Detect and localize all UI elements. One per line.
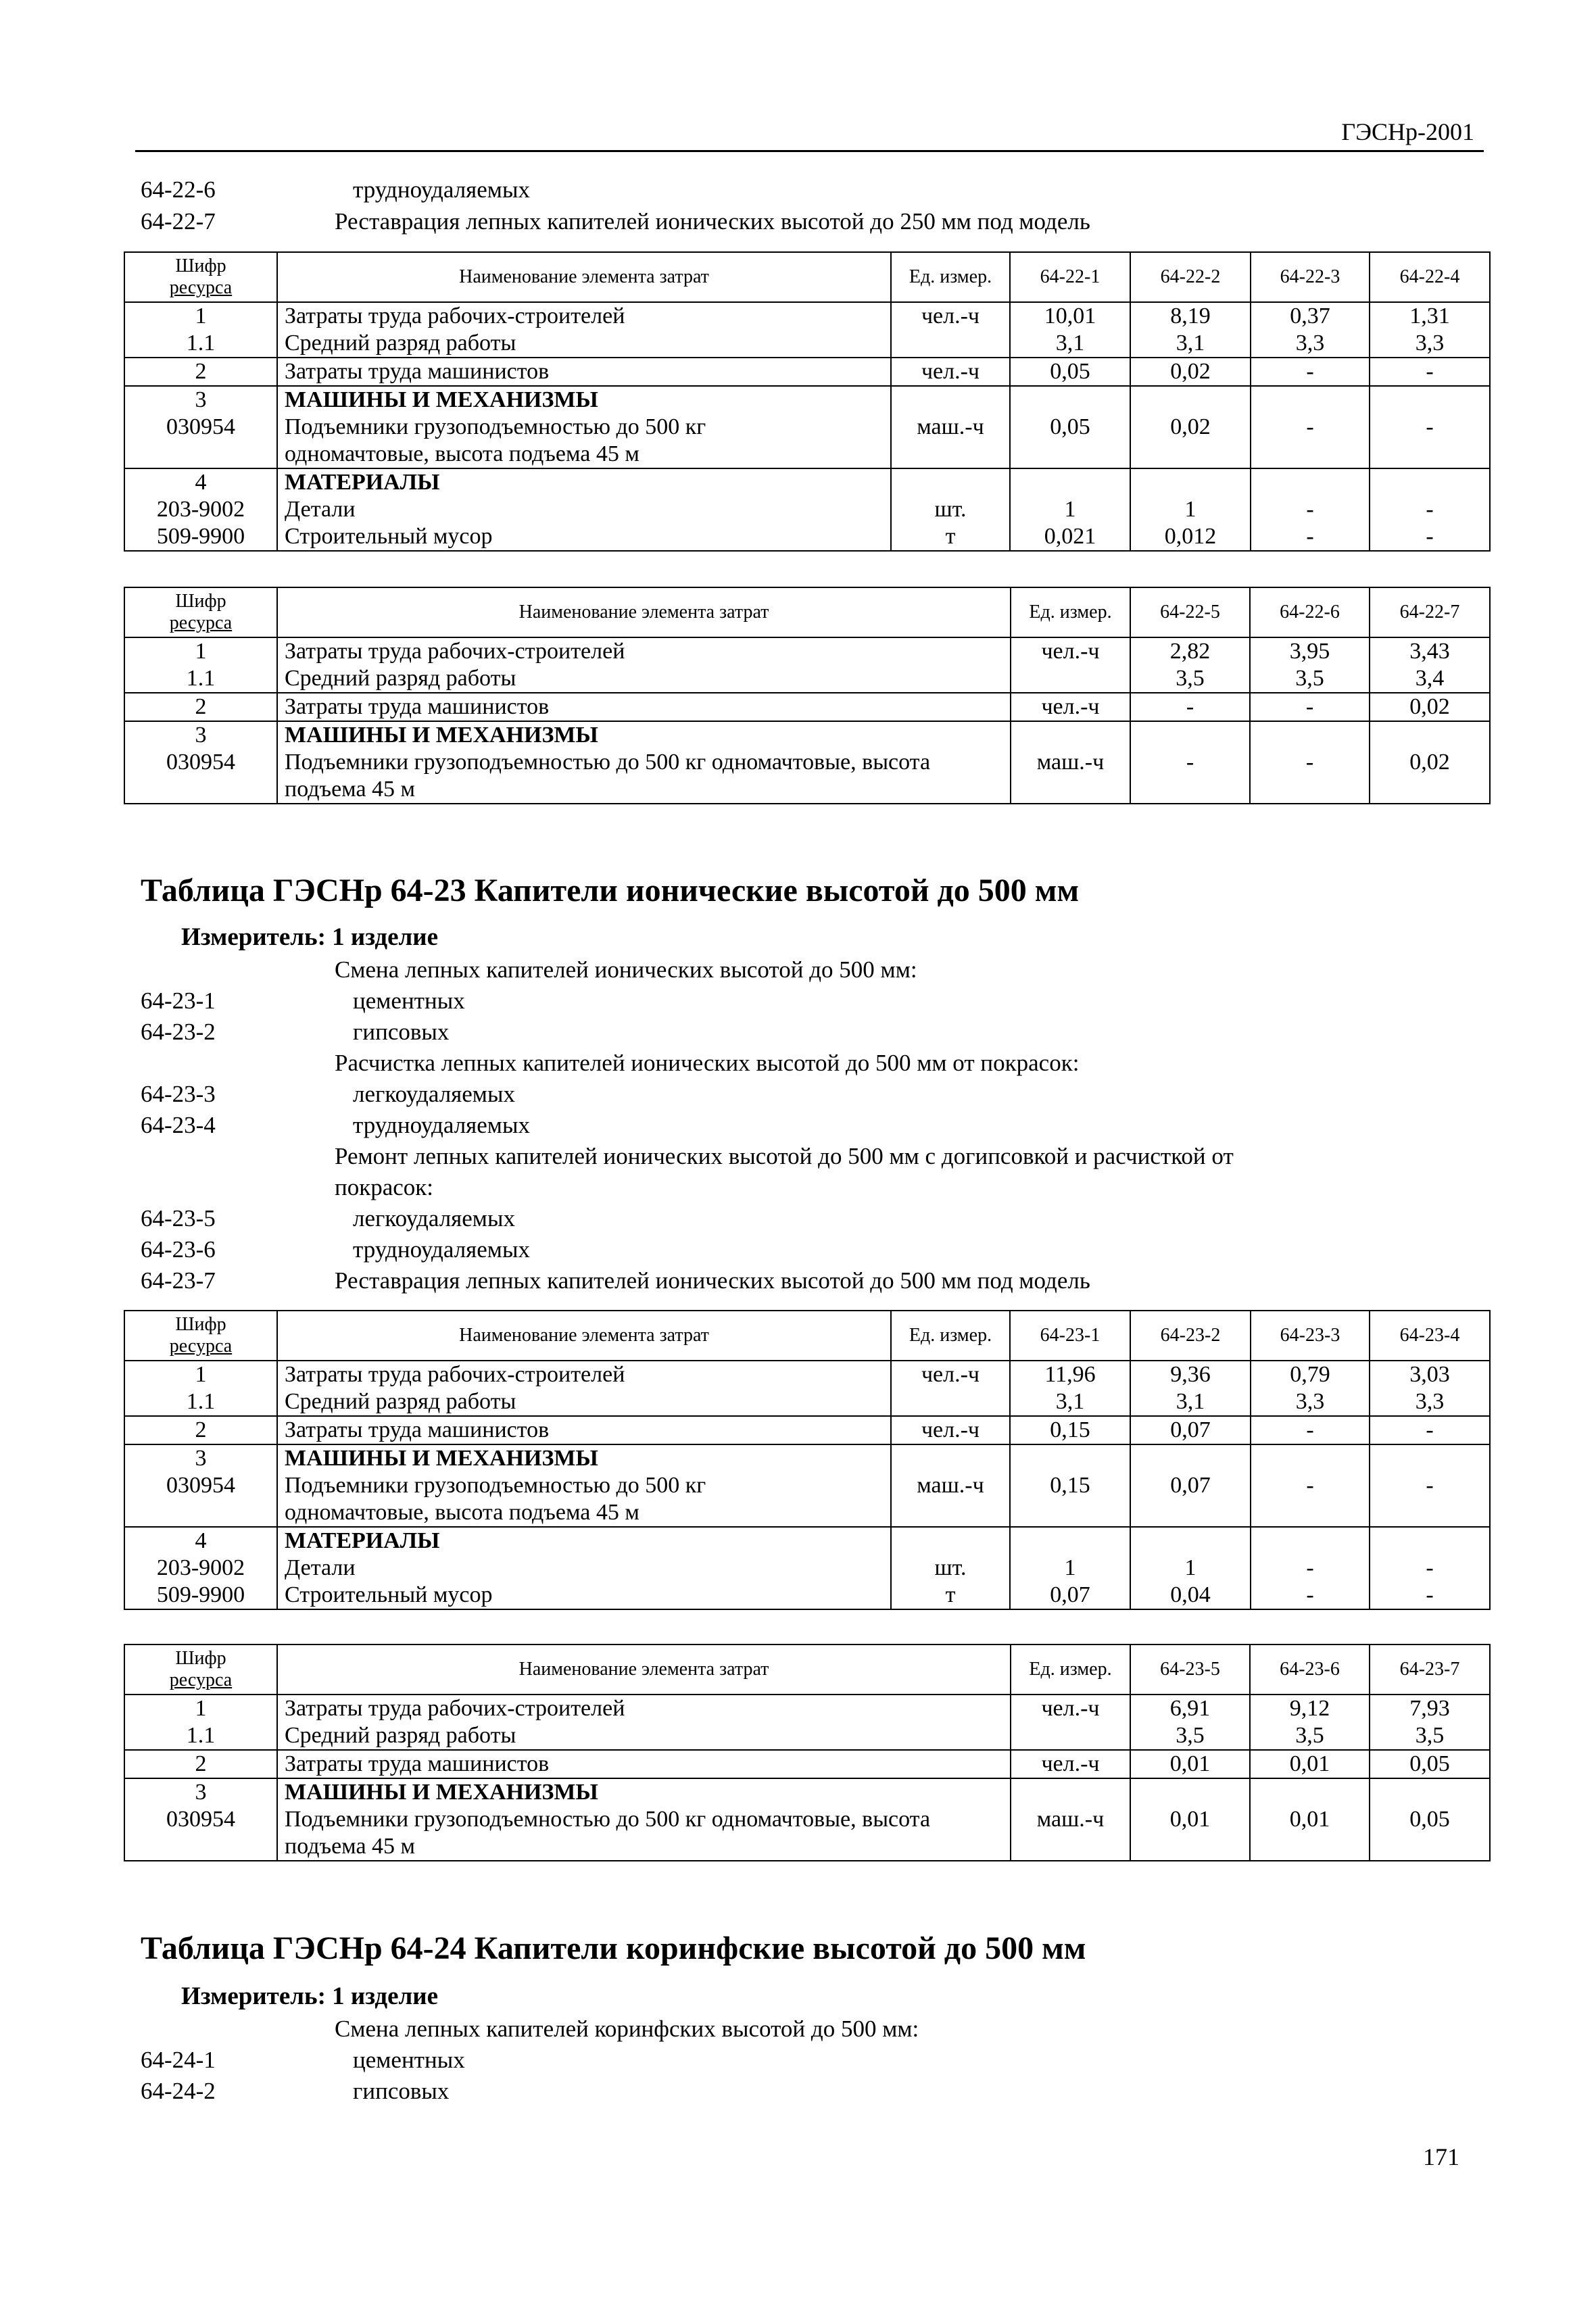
value-cell: 0,01 [1130, 1750, 1250, 1778]
value-cell: 0,05 [1010, 386, 1130, 468]
def-code: 64-23-5 [141, 1205, 216, 1232]
value-cell: 0,07 [1130, 1444, 1251, 1527]
norm-col-header: 64-22-6 [1250, 587, 1370, 637]
table-header-row [124, 252, 1490, 302]
resource-code-header: Шифр ресурса [124, 1311, 277, 1361]
value-cell: 0,02 [1370, 693, 1490, 721]
unit-cell: маш.-ч [891, 1444, 1010, 1527]
table-row [124, 1695, 1490, 1750]
value-cell: 9,36 3,1 [1130, 1361, 1251, 1416]
cost-element-name: МАШИНЫ И МЕХАНИЗМЫ Подъемники грузоподъемностью до 500 кг одномачтовые, высота подъема 45 м [277, 721, 1011, 804]
cost-element-header: Наименование элемента затрат [277, 1644, 1011, 1695]
def-text: цементных [353, 988, 465, 1014]
def-text: гипсовых [353, 1019, 450, 1045]
def-text: Смена лепных капителей коринфских высотой до 500 мм: [335, 2016, 919, 2042]
value-cell: 0,05 [1010, 358, 1130, 386]
norm-col-header: 64-23-6 [1250, 1644, 1370, 1695]
resource-code: 3 030954 [124, 1444, 277, 1527]
cost-element-name: Затраты труда машинистов [277, 693, 1011, 721]
cost-element-header: Наименование элемента затрат [277, 587, 1011, 637]
value-cell: - [1130, 721, 1250, 804]
resource-code: 3 030954 [124, 1778, 277, 1861]
resource-code-header: Шифр ресурса [124, 1644, 277, 1695]
def-line [135, 1048, 1484, 1079]
def-code: 64-24-1 [141, 2047, 216, 2073]
norm-col-header: 64-22-5 [1130, 587, 1250, 637]
value-cell: - [1370, 386, 1490, 468]
unit-cell: чел.-ч [1011, 1695, 1130, 1750]
resource-code-header: Шифр ресурса [124, 587, 277, 637]
def-text: Реставрация лепных капителей ионических высотой до 250 мм под модель [335, 208, 1090, 235]
def-line [135, 1079, 1484, 1110]
table-header-row [124, 587, 1490, 637]
value-cell: - - [1251, 468, 1370, 551]
value-cell: 11,96 3,1 [1010, 1361, 1130, 1416]
section-measure: Измеритель: 1 изделие [181, 1982, 439, 2010]
cost-element-name: Затраты труда рабочих-строителей Средний разряд работы [277, 302, 891, 358]
cost-element-header: Наименование элемента затрат [277, 1311, 891, 1361]
cost-element-name: МАТЕРИАЛЫ Детали Строительный мусор [277, 1527, 891, 1609]
table-row [124, 358, 1490, 386]
def-code: 64-22-6 [141, 176, 216, 203]
resource-code-header: Шифр ресурса [124, 252, 277, 302]
table-row [124, 1444, 1490, 1527]
norm-col-header: 64-22-2 [1130, 252, 1251, 302]
value-cell: - - [1370, 468, 1490, 551]
value-cell: 0,05 [1370, 1750, 1490, 1778]
value-cell: 3,95 3,5 [1250, 637, 1370, 693]
value-cell: 0,02 [1130, 386, 1251, 468]
cost-element-name: Затраты труда рабочих-строителей Средний разряд работы [277, 637, 1011, 693]
unit-cell: чел.-ч [1011, 637, 1130, 693]
value-cell: - - [1370, 1527, 1490, 1609]
table-row [124, 1361, 1490, 1416]
def-line [135, 206, 1484, 237]
unit-cell: чел.-ч [891, 302, 1010, 358]
table-row [124, 302, 1490, 358]
resource-code: 1 1.1 [124, 1361, 277, 1416]
value-cell: 0,02 [1130, 358, 1251, 386]
resource-table-64-22-b [124, 587, 1491, 804]
def-code: 64-23-6 [141, 1236, 216, 1263]
value-cell: 0,79 3,3 [1251, 1361, 1370, 1416]
resource-code: 3 030954 [124, 721, 277, 804]
value-cell: - [1130, 693, 1250, 721]
table-row [124, 693, 1490, 721]
def-line [135, 2076, 1484, 2107]
def-text: покрасок: [335, 1174, 434, 1200]
cost-element-name: Затраты труда машинистов [277, 1416, 891, 1444]
def-line [135, 1141, 1484, 1172]
resource-code: 1 1.1 [124, 637, 277, 693]
page-number: 171 [1423, 2143, 1459, 2170]
value-cell: - [1370, 1416, 1490, 1444]
value-cell: 0,01 [1250, 1750, 1370, 1778]
cost-element-name: Затраты труда машинистов [277, 1750, 1011, 1778]
table-row [124, 386, 1490, 468]
def-text: трудноудаляемых [353, 1112, 530, 1138]
cost-element-name: Затраты труда рабочих-строителей Средний разряд работы [277, 1695, 1011, 1750]
value-cell: 0,02 [1370, 721, 1490, 804]
value-cell: - - [1251, 1527, 1370, 1609]
unit-cell: чел.-ч [891, 1361, 1010, 1416]
cost-element-name: МАШИНЫ И МЕХАНИЗМЫ Подъемники грузоподъемностью до 500 кг одномачтовые, высота подъема 45 м [277, 1444, 891, 1527]
resource-code: 2 [124, 693, 277, 721]
value-cell: 3,03 3,3 [1370, 1361, 1490, 1416]
def-text: трудноудаляемых [353, 176, 530, 203]
def-line [135, 985, 1484, 1017]
unit-header: Ед. измер. [1011, 1644, 1130, 1695]
resource-code: 2 [124, 1416, 277, 1444]
def-text: гипсовых [353, 2078, 450, 2104]
def-code: 64-23-2 [141, 1019, 216, 1045]
doc-code: ГЭСНр-2001 [1341, 118, 1474, 145]
unit-header: Ед. измер. [1011, 587, 1130, 637]
value-cell: 0,05 [1370, 1778, 1490, 1861]
cost-element-name: МАШИНЫ И МЕХАНИЗМЫ Подъемники грузоподъемностью до 500 кг одномачтовые, высота подъема 45 м [277, 386, 891, 468]
value-cell: 9,12 3,5 [1250, 1695, 1370, 1750]
cost-element-name: Затраты труда машинистов [277, 358, 891, 386]
value-cell: 1 0,04 [1130, 1527, 1251, 1609]
resource-code: 2 [124, 1750, 277, 1778]
value-cell: 10,01 3,1 [1010, 302, 1130, 358]
def-code: 64-22-7 [141, 208, 216, 235]
cost-element-name: МАШИНЫ И МЕХАНИЗМЫ Подъемники грузоподъемностью до 500 кг одномачтовые, высота подъема 45 м [277, 1778, 1011, 1861]
unit-cell: шт. т [891, 1527, 1010, 1609]
cost-element-header: Наименование элемента затрат [277, 252, 891, 302]
page-header [135, 115, 1484, 152]
value-cell: 3,43 3,4 [1370, 637, 1490, 693]
def-line [135, 954, 1484, 985]
def-line [135, 1203, 1484, 1234]
def-line [135, 1110, 1484, 1141]
value-cell: 7,93 3,5 [1370, 1695, 1490, 1750]
norm-col-header: 64-22-3 [1251, 252, 1370, 302]
value-cell: - [1370, 358, 1490, 386]
resource-code: 1 1.1 [124, 302, 277, 358]
value-cell: - [1251, 358, 1370, 386]
unit-cell: шт. т [891, 468, 1010, 551]
table-header-row [124, 1311, 1490, 1361]
value-cell: - [1250, 721, 1370, 804]
value-cell: - [1250, 693, 1370, 721]
value-cell: 0,37 3,3 [1251, 302, 1370, 358]
value-cell: 8,19 3,1 [1130, 302, 1251, 358]
value-cell: 0,07 [1130, 1416, 1251, 1444]
resource-code: 1 1.1 [124, 1695, 277, 1750]
value-cell: 6,91 3,5 [1130, 1695, 1250, 1750]
def-text: Ремонт лепных капителей ионических высотой до 500 мм с догипсовкой и расчисткой от [335, 1143, 1234, 1169]
value-cell: 2,82 3,5 [1130, 637, 1250, 693]
def-code: 64-23-1 [141, 988, 216, 1014]
table-row [124, 637, 1490, 693]
resource-table-64-23-b [124, 1644, 1491, 1861]
value-cell: 0,01 [1250, 1778, 1370, 1861]
norm-col-header: 64-23-5 [1130, 1644, 1250, 1695]
def-line [135, 1265, 1484, 1296]
def-line [135, 1017, 1484, 1048]
def-text: Смена лепных капителей ионических высотой до 500 мм: [335, 956, 917, 983]
value-cell: - [1251, 1444, 1370, 1527]
resource-code: 4 203-9002 509-9900 [124, 1527, 277, 1609]
table-row [124, 1778, 1490, 1861]
def-line [135, 174, 1484, 205]
def-text: Расчистка лепных капителей ионических высотой до 500 мм от покрасок: [335, 1050, 1080, 1076]
unit-cell: маш.-ч [1011, 721, 1130, 804]
section-title: Таблица ГЭСНр 64-24 Капители коринфские высотой до 500 мм [141, 1930, 1086, 1966]
value-cell: 1 0,021 [1010, 468, 1130, 551]
def-code: 64-23-3 [141, 1081, 216, 1107]
norm-col-header: 64-22-4 [1370, 252, 1490, 302]
table-header-row [124, 1644, 1490, 1695]
value-cell: 1 0,012 [1130, 468, 1251, 551]
table-row [124, 468, 1490, 551]
resource-code: 3 030954 [124, 386, 277, 468]
resource-table-64-22-a [124, 251, 1491, 552]
def-code: 64-24-2 [141, 2078, 216, 2104]
value-cell: 0,15 [1010, 1416, 1130, 1444]
unit-cell: чел.-ч [891, 358, 1010, 386]
def-code: 64-23-7 [141, 1267, 216, 1294]
norm-col-header: 64-23-1 [1010, 1311, 1130, 1361]
table-row [124, 1527, 1490, 1609]
norm-col-header: 64-23-4 [1370, 1311, 1490, 1361]
section-measure: Измеритель: 1 изделие [181, 923, 439, 951]
value-cell: 0,01 [1130, 1778, 1250, 1861]
value-cell: 1,31 3,3 [1370, 302, 1490, 358]
table-row [124, 1750, 1490, 1778]
unit-cell: чел.-ч [1011, 693, 1130, 721]
unit-cell: чел.-ч [891, 1416, 1010, 1444]
value-cell: - [1251, 1416, 1370, 1444]
norm-col-header: 64-23-2 [1130, 1311, 1251, 1361]
def-line [135, 1234, 1484, 1265]
resource-code: 2 [124, 358, 277, 386]
norm-col-header: 64-23-3 [1251, 1311, 1370, 1361]
value-cell: 0,15 [1010, 1444, 1130, 1527]
resource-table-64-23-a [124, 1310, 1491, 1610]
cost-element-name: МАТЕРИАЛЫ Детали Строительный мусор [277, 468, 891, 551]
def-code: 64-23-4 [141, 1112, 216, 1138]
unit-cell: маш.-ч [891, 386, 1010, 468]
def-text: легкоудаляемых [353, 1081, 515, 1107]
value-cell: - [1370, 1444, 1490, 1527]
value-cell: 1 0,07 [1010, 1527, 1130, 1609]
resource-code: 4 203-9002 509-9900 [124, 468, 277, 551]
unit-cell: маш.-ч [1011, 1778, 1130, 1861]
def-text: цементных [353, 2047, 465, 2073]
value-cell: - [1251, 386, 1370, 468]
norm-col-header: 64-22-1 [1010, 252, 1130, 302]
unit-header: Ед. измер. [891, 1311, 1010, 1361]
def-text: трудноудаляемых [353, 1236, 530, 1263]
cost-element-name: Затраты труда рабочих-строителей Средний разряд работы [277, 1361, 891, 1416]
unit-header: Ед. измер. [891, 252, 1010, 302]
def-text: Реставрация лепных капителей ионических высотой до 500 мм под модель [335, 1267, 1090, 1294]
table-row [124, 721, 1490, 804]
def-line [135, 2014, 1484, 2045]
unit-cell: чел.-ч [1011, 1750, 1130, 1778]
table-row [124, 1416, 1490, 1444]
norm-col-header: 64-22-7 [1370, 587, 1490, 637]
def-line [135, 1172, 1484, 1203]
norm-col-header: 64-23-7 [1370, 1644, 1490, 1695]
section-title: Таблица ГЭСНр 64-23 Капители ионические высотой до 500 мм [141, 873, 1080, 908]
def-text: легкоудаляемых [353, 1205, 515, 1232]
def-line [135, 2045, 1484, 2076]
